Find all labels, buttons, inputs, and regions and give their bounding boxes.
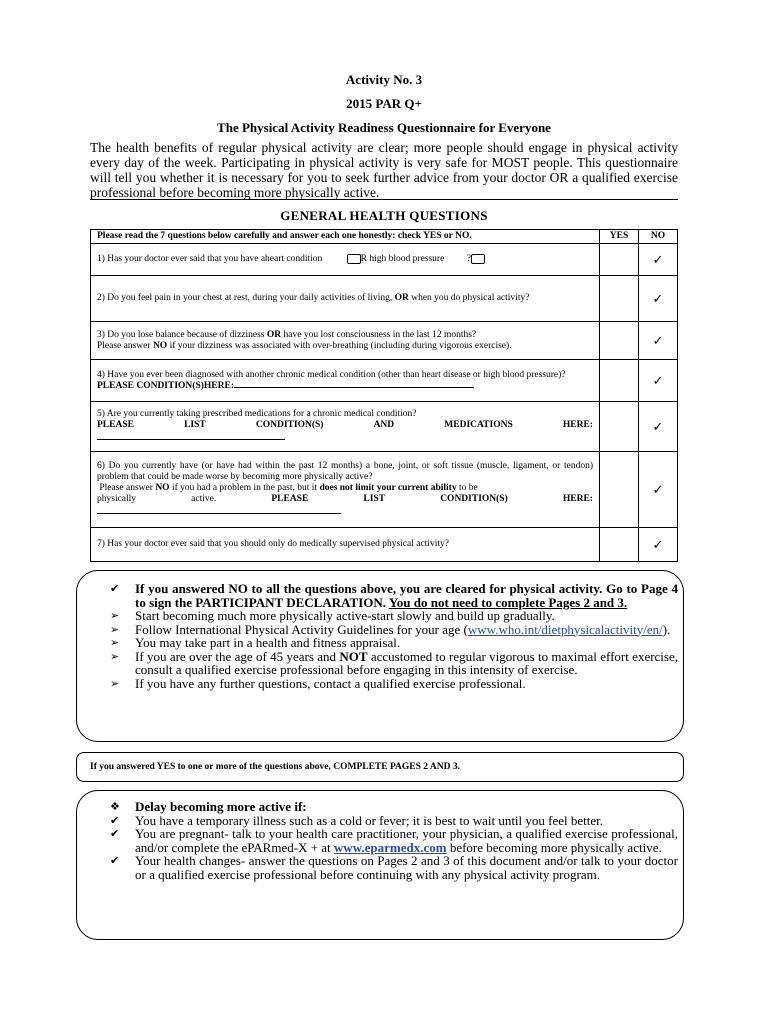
list-item: ➢ If you are over the age of 45 years and NOT accustomed to regular vigorous to maximal effort exercise, consult a qualified exercise professional before engaging in this intensity of exercise. xyxy=(110,648,678,677)
form-subtitle: The Physical Activity Readiness Questionnaire for Everyone xyxy=(217,120,551,135)
yes-note: If you answered YES to one or more of the questions above, COMPLETE PAGES 2 AND 3. xyxy=(90,762,460,772)
question-7: 7) Has your doctor ever said that you should only do medically supervised physical activity? xyxy=(91,528,600,562)
q7-yes-cell[interactable] xyxy=(600,528,639,562)
question-4: 4) Have you ever been diagnosed with another chronic medical condition (other than heart disease or high blood pressure)? PLEASE CONDITION(S)HERE: xyxy=(91,360,600,402)
list-item: ✔ You have a temporary illness such as a cold or fever; it is best to wait until you feel better. xyxy=(110,812,604,828)
arrowhead-icon: ➢ xyxy=(110,676,120,690)
questions-table xyxy=(90,229,678,562)
check-icon: ✔ xyxy=(110,582,120,595)
question-row-3 xyxy=(91,322,678,360)
check-icon: ✔ xyxy=(110,827,120,840)
diamond-bullet-icon: ❖ xyxy=(110,800,120,813)
checkbox-icon[interactable] xyxy=(347,254,361,264)
eparmedx-link[interactable]: www.eparmedx.com xyxy=(333,839,447,855)
question-row-7 xyxy=(91,528,678,562)
q4-no-check[interactable]: ✓ xyxy=(639,360,678,402)
q6-yes-cell[interactable] xyxy=(600,452,639,528)
q3-no-check[interactable]: ✓ xyxy=(639,322,678,360)
list-item: ➢ Follow International Physical Activity Guidelines for your age (www.who.int/dietphysicalactivity/en/). xyxy=(110,621,671,637)
checkbox-icon[interactable] xyxy=(471,254,485,264)
delay-list xyxy=(110,800,678,881)
arrowhead-icon: ➢ xyxy=(110,609,120,622)
q4-yes-cell[interactable] xyxy=(600,360,639,402)
answer-line[interactable] xyxy=(97,431,285,440)
q1-no-check[interactable]: ✓ xyxy=(639,244,678,276)
list-item: ✔ You are pregnant- talk to your health care practitioner, your physician, a qualified exercise professional, and/or complete the ePARmed-X + at www.eparmedx.com before becoming more physically active. xyxy=(110,826,678,855)
who-guidelines-link[interactable]: www.who.int/dietphysicalactivity/en/ xyxy=(467,621,663,637)
answer-line[interactable] xyxy=(234,387,474,388)
question-5: 5) Are you currently taking prescribed medications for a chronic medical condition? PLEASE LIST CONDITION(S) AND MEDICATIONS HERE: xyxy=(91,402,600,452)
question-row-2 xyxy=(91,276,678,322)
q5-no-check[interactable]: ✓ xyxy=(639,402,678,452)
question-1: 1) Has your doctor ever said that you have aheart condition R high blood pressure ? xyxy=(91,244,600,276)
section-title: GENERAL HEALTH QUESTIONS xyxy=(280,208,488,223)
check-icon: ✔ xyxy=(110,813,120,827)
q1-yes-cell[interactable] xyxy=(600,244,639,276)
list-item: ➢ You may take part in a health and fitness appraisal. xyxy=(110,635,401,650)
yes-column-header: YES xyxy=(600,230,639,244)
list-item: ✔ If you answered NO to all the questions above, you are cleared for physical activity. Go to Page 4 to sign the PARTICIPANT DECLARATION. You do not need to complete Pages 2 and 3. xyxy=(110,581,678,610)
delay-heading: ❖ Delay becoming more active if: xyxy=(110,799,307,814)
question-6: 6) Do you currently have (or have had within the past 12 months) a bone, joint, or soft tissue (muscle, ligament, or tendon) problem that could be made worse by becoming more physically active? Please answer NO if you had a problem in the past, but it does not limit your current ability to be physically active. PLEASE LIST CONDITION(S) HERE: xyxy=(91,452,600,528)
q2-no-check[interactable]: ✓ xyxy=(639,276,678,322)
list-item: ➢ If you have any further questions, contact a qualified exercise professional. xyxy=(110,675,526,691)
form-name: 2015 PAR Q+ xyxy=(346,96,422,111)
table-header-row xyxy=(91,230,678,244)
question-row-5 xyxy=(91,402,678,452)
q2-yes-cell[interactable] xyxy=(600,276,639,322)
divider xyxy=(90,199,678,200)
question-row-6 xyxy=(91,452,678,528)
question-3: 3) Do you lose balance because of dizziness OR have you lost consciousness in the last 12 months? Please answer NO if your dizziness was associated with over-breathing (including during vigorous exercise). xyxy=(91,322,600,360)
question-row-4 xyxy=(91,360,678,402)
intro-paragraph: The health benefits of regular physical activity are clear; more people should engage in physical activity every day of the week. Participating in physical activity is very safe for MOST people. This questionnaire will tell you whether it is necessary for you to seek further advice from your doctor OR a qualified exercise professional before becoming more physically active. xyxy=(90,140,678,200)
q7-no-check[interactable]: ✓ xyxy=(639,528,678,562)
answer-line[interactable] xyxy=(97,505,341,514)
arrowhead-icon: ➢ xyxy=(110,636,120,649)
list-item: ✔ Your health changes- answer the questions on Pages 2 and 3 of this document and/or talk to your doctor or a qualified exercise professional before continuing with any physical activity program. xyxy=(110,853,678,882)
q5-yes-cell[interactable] xyxy=(600,402,639,452)
question-2: 2) Do you feel pain in your chest at rest, during your daily activities of living, OR when you do physical activity? xyxy=(91,276,600,322)
no-column-header: NO xyxy=(639,230,678,244)
arrowhead-icon: ➢ xyxy=(110,622,120,636)
question-row-1 xyxy=(91,244,678,276)
cleared-list xyxy=(110,582,678,690)
arrowhead-icon: ➢ xyxy=(110,649,120,663)
table-instruction: Please read the 7 questions below carefully and answer each one honestly: check YES or NO. xyxy=(91,230,600,244)
list-item: ➢ Start becoming much more physically active-start slowly and build up gradually. xyxy=(110,608,555,623)
activity-number: Activity No. 3 xyxy=(345,72,423,87)
check-icon: ✔ xyxy=(110,854,120,867)
q6-no-check[interactable]: ✓ xyxy=(639,452,678,528)
q3-yes-cell[interactable] xyxy=(600,322,639,360)
